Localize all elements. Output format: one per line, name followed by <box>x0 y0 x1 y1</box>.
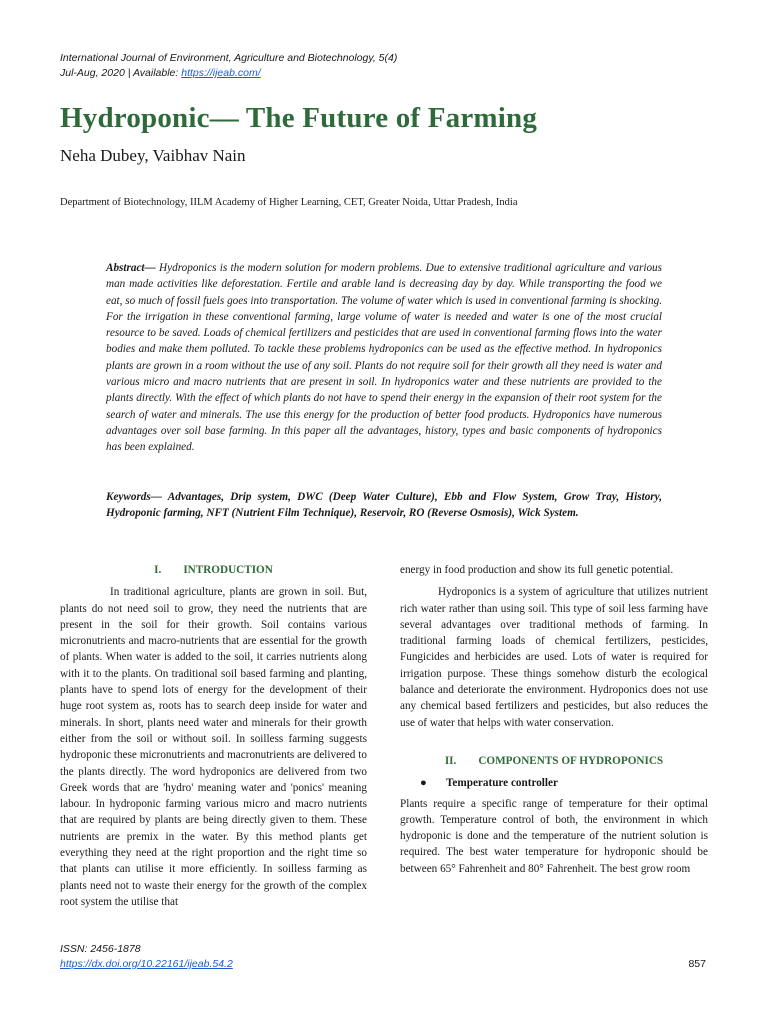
abstract-text: Hydroponics is the modern solution for modern problems. Due to extensive traditional agriculture and various man made activities like deforestation. Fertile and arable land is decreasing day by day. While transporting the food we eat, so much of fossil fuels goes into transportation. The volume of water which is used in conventional farming is shocking. For the irrigation in these conventional farming, large volume of water is needed and water is one of the most crucial resource to be saved. Loads of chemical fertilizers and pesticides that are used in conventional farming flows into the water bodies and make them polluted. To tackle these problems hydroponics can be used as the effective method. In hydroponics plants are grown in a room without the use of any soil. Plants do not require soil for their growth all they need is water and various micro and macro nutrients that are present in soil. In hydroponics water and these nutrients are provided to the plants directly. With the effect of which plants do not have to spend their energy in the expansion of their root system for the search of water and minerals. The use this energy for the production of better food products. Hydroponics have numerous advantages over soil base farming. In this paper all the advantages, history, types and basic components of hydroponics has been explained. <box>106 262 662 454</box>
section-heading-components <box>400 753 708 769</box>
bullet-label: Temperature controller <box>446 777 558 790</box>
bullet-temperature-controller <box>420 775 708 791</box>
affiliation: Department of Biotechnology, IILM Academy of Higher Learning, CET, Greater Noida, Uttar Pradesh, India <box>60 197 518 208</box>
section-title: COMPONENTS OF HYDROPONICS <box>478 754 664 767</box>
left-column <box>60 562 367 910</box>
keywords: Keywords— Advantages, Drip system, DWC (Deep Water Culture), Ebb and Flow System, Grow Tray, History, Hydroponic farming, NFT (Nutrient Film Technique), Reservoir, RO (Reverse Osmosis), Wick System. <box>106 491 662 520</box>
intro-paragraph: In traditional agriculture, plants are grown in soil. But, plants do not need soil to grow, they need the nutrients that are present in the soil for their growth. Soil contains various micronutrients and macro-nutrients that are essential for the growth of plants. When water is added to the soil, it carries nutrients along with it to the plants. On traditional soil based farming and planting, plants have to spend lots of energy for the development of their huge root system as, roots has to search deep inside for water and minerals. In short, plants need water and minerals for their growth either from the soil or without soil. In soilless farming suggests hydroponic these micronutrients and macronutrients are delivered to the plants directly. The word hydroponics are delivered from two Greek words that are 'hydro' meaning water and 'ponics' meaning labour. In hydroponic farming various micro and macro nutrients that are required by plants are being directly given to them. These nutrients are premix in the water. By this method plants get everything they need at the right proportion and the right time so that plants can utilise it more efficiently. In soilless farming as plants need not to waste their energy for the growth of the complex root system the utilise that <box>60 586 367 908</box>
journal-header: International Journal of Environment, Agriculture and Biotechnology, 5(4) <box>60 52 398 64</box>
components-paragraph: Plants require a specific range of temperature for their optimal growth. Temperature control of both, the environment in which hydroponic is done and the temperature of the nutrient solution is required. The best water temperature for hydroponic should be between 65° Fahrenheit and 80° Fahrenheit. The best grow room <box>400 797 708 875</box>
authors: Neha Dubey, Vaibhav Nain <box>60 146 246 165</box>
section-heading-introduction <box>60 562 367 578</box>
issn: ISSN: 2456-1878 <box>60 943 141 955</box>
section-title: INTRODUCTION <box>183 564 273 576</box>
doi-link[interactable]: https://dx.doi.org/10.22161/ijeab.54.2 <box>60 958 233 970</box>
section-number: II. <box>444 754 457 767</box>
section-number: I. <box>154 564 162 576</box>
issue-line <box>60 67 261 79</box>
intro-paragraph-2: Hydroponics is a system of agriculture that utilizes nutrient rich water rather than using soil. This type of soil less farming have several advantages over traditional methods of farming. In traditional farming loads of chemical fertilizers, pesticides, Fungicides and herbicides are used. Lots of water is required for irrigation purpose. These things somehow disturb the ecological balance and deteriorate the environment. Hydroponics does not use any chemical based fertilizers and pesticides, but also reduces the use of water that helps with water conservation. <box>400 586 708 729</box>
intro-paragraph-continued: energy in food production and show its full genetic potential. <box>400 564 674 576</box>
right-column <box>400 562 708 877</box>
paper-title: Hydroponic— The Future of Farming <box>60 102 538 134</box>
issue-text: Jul-Aug, 2020 | Available: <box>60 67 182 79</box>
bullet-icon: ● <box>420 777 427 790</box>
abstract-label: Abstract— <box>106 262 156 274</box>
journal-url-link[interactable]: https://ijeab.com/ <box>181 67 261 79</box>
abstract <box>106 260 662 456</box>
page-number: 857 <box>688 958 706 970</box>
